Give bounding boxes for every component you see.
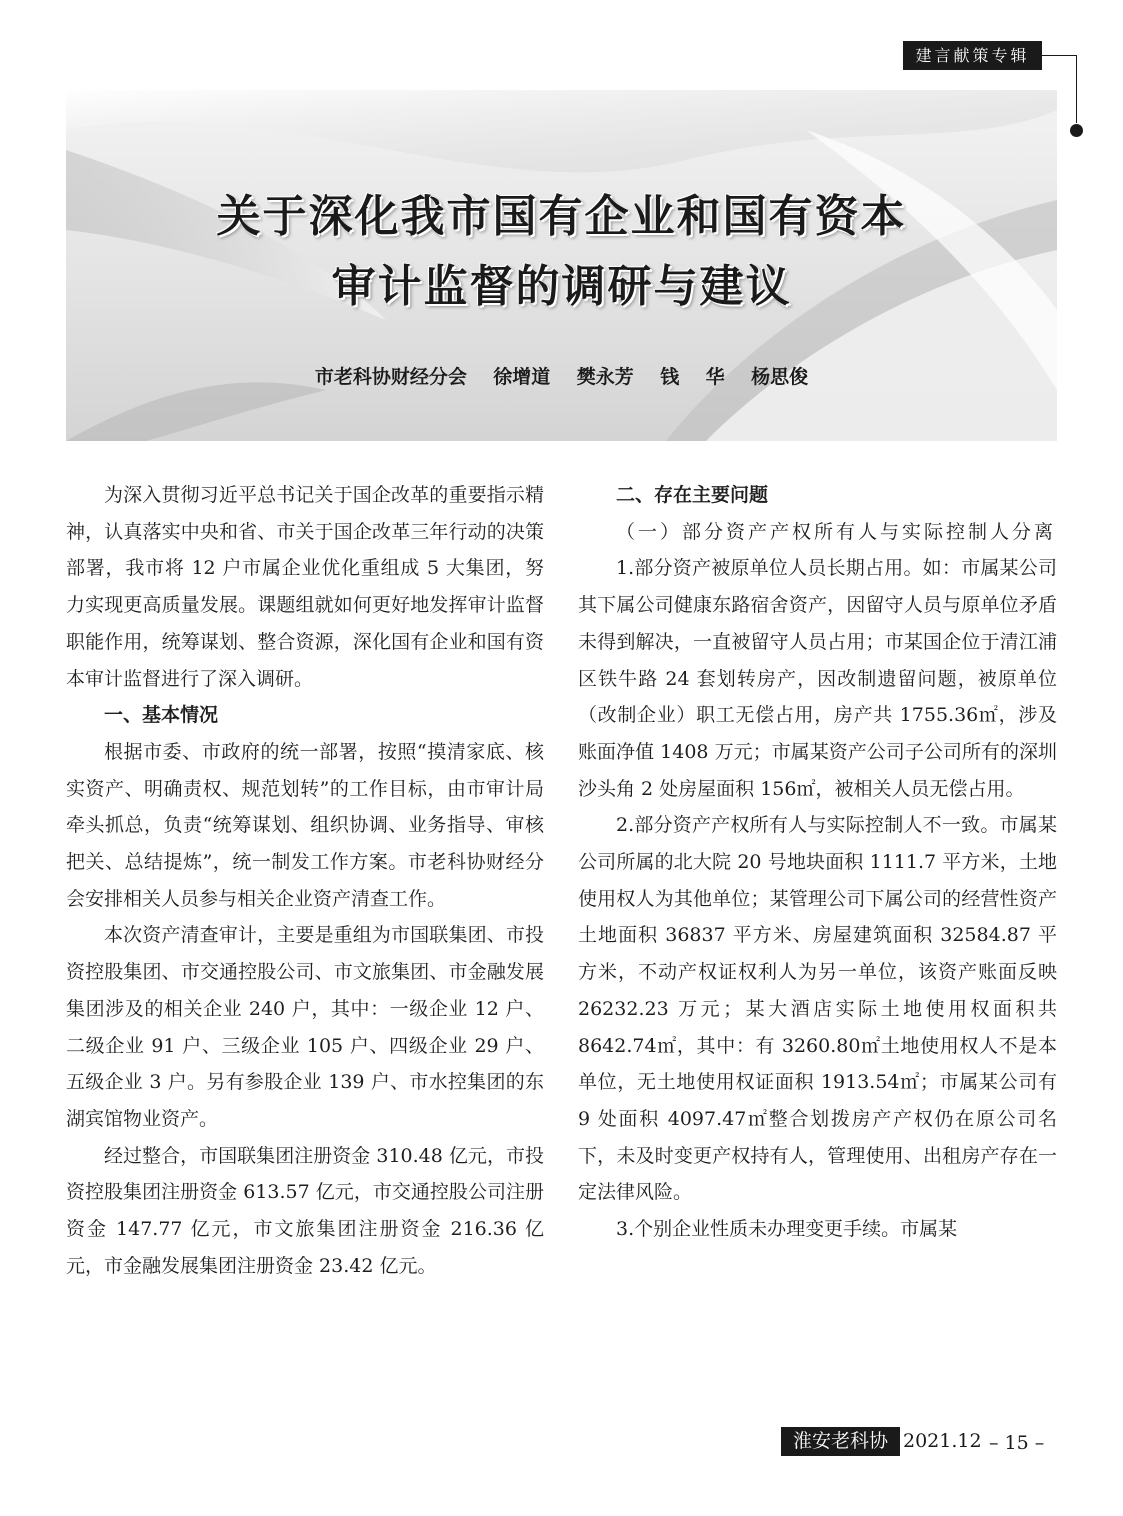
article-title-line1: 关于深化我市国有企业和国有资本 xyxy=(216,191,907,242)
body-paragraph: 2.部分资产产权所有人与实际控制人不一致。市属某公司所属的北大院 20 号地块面积 1111.7 平方米，土地使用权人为其他单位；某管理公司下属公司的经营性资产土地面积 36837 平方米、房屋建筑面积 32584.87 平方米，不动产权证权利人为另一单位，该资产账面反映 26232.23 万元；某大酒店实际土地使用权面积共 8642.74㎡，其中：有 3260.80㎡土地使用权人不是本单位，无土地使用权证面积 1913.54㎡；市属某公司有 9 处面积 4097.47㎡整合划拨房产产权仍在原公司名下，未及时变更产权持有人，管理使用、出租房产存在一定法律风险。 xyxy=(578,814,1057,1204)
subsection-heading: （一）部分资产产权所有人与实际控制人分离 xyxy=(616,520,1057,543)
body-paragraph: 经过整合，市国联集团注册资金 310.48 亿元，市投资控股集团注册资金 613.57 亿元，市交通控股公司注册资金 147.77 亿元，市文旅集团注册资金 216.36 亿元，市金融发展集团注册资金 23.42 亿元。 xyxy=(66,1144,544,1277)
intro-paragraph: 为深入贯彻习近平总书记关于国企改革的重要指示精神，认真落实中央和省、市关于国企改革三年行动的决策部署，我市将 12 户市属企业优化重组成 5 大集团，努力实现更高质量发展。课题组就如何更好地发挥审计监督职能作用，统筹谋划、整合资源，深化国有企业和国有资本审计监督进行了深入调研。 xyxy=(66,484,544,690)
body-paragraph: 3.个别企业性质未办理变更手续。市属某 xyxy=(616,1218,958,1241)
tab-dot xyxy=(1070,124,1083,137)
section-heading-problems: 二、存在主要问题 xyxy=(616,484,769,506)
right-column xyxy=(578,477,1057,1248)
title-banner xyxy=(66,90,1057,441)
article-title-line2: 审计监督的调研与建议 xyxy=(331,261,792,312)
issue-date: 2021.12 xyxy=(903,1430,982,1452)
section-heading-basic: 一、基本情况 xyxy=(104,704,219,727)
body-paragraph: 根据市委、市政府的统一部署，按照“摸清家底、核实资产、明确责权、规范划转”的工作目标，由市审计局牵头抓总，负责“统筹谋划、组织协调、业务指导、审核把关、总结提炼”，统一制发工作方案。市老科协财经分会安排相关人员参与相关企业资产清查工作。 xyxy=(66,740,544,910)
tab-vertical-line xyxy=(1076,55,1077,123)
section-label: 建言献策专辑 xyxy=(903,41,1042,70)
tab-connector-line xyxy=(1042,55,1077,56)
body-paragraph: 本次资产清查审计，主要是重组为市国联集团、市投资控股集团、市交通控股公司、市文旅集团、市金融发展集团涉及的相关企业 240 户，其中：一级企业 12 户、二级企业 91 户、三级企业 105 户、四级企业 29 户、五级企业 3 户。另有参股企业 139 户、市水控集团的东湖宾馆物业资产。 xyxy=(66,924,544,1130)
body-paragraph: 1.部分资产被原单位人员长期占用。如：市属某公司其下属公司健康东路宿舍资产，因留守人员与原单位矛盾未得到解决，一直被留守人员占用；市某国企位于清江浦区铁牛路 24 套划转房产，因改制遗留问题，被原单位（改制企业）职工无偿占用，房产共 1755.36㎡，涉及账面净值 1408 万元；市属某资产公司子公司所有的深圳沙头角 2 处房屋面积 156㎡，被相关人员无偿占用。 xyxy=(578,557,1057,800)
publication-name: 淮安老科协 xyxy=(781,1427,900,1456)
left-column xyxy=(66,477,544,1284)
page-number: – 15 – xyxy=(989,1432,1045,1454)
article-authors: 市老科协财经分会 徐增道 樊永芳 钱 华 杨思俊 xyxy=(314,366,809,388)
